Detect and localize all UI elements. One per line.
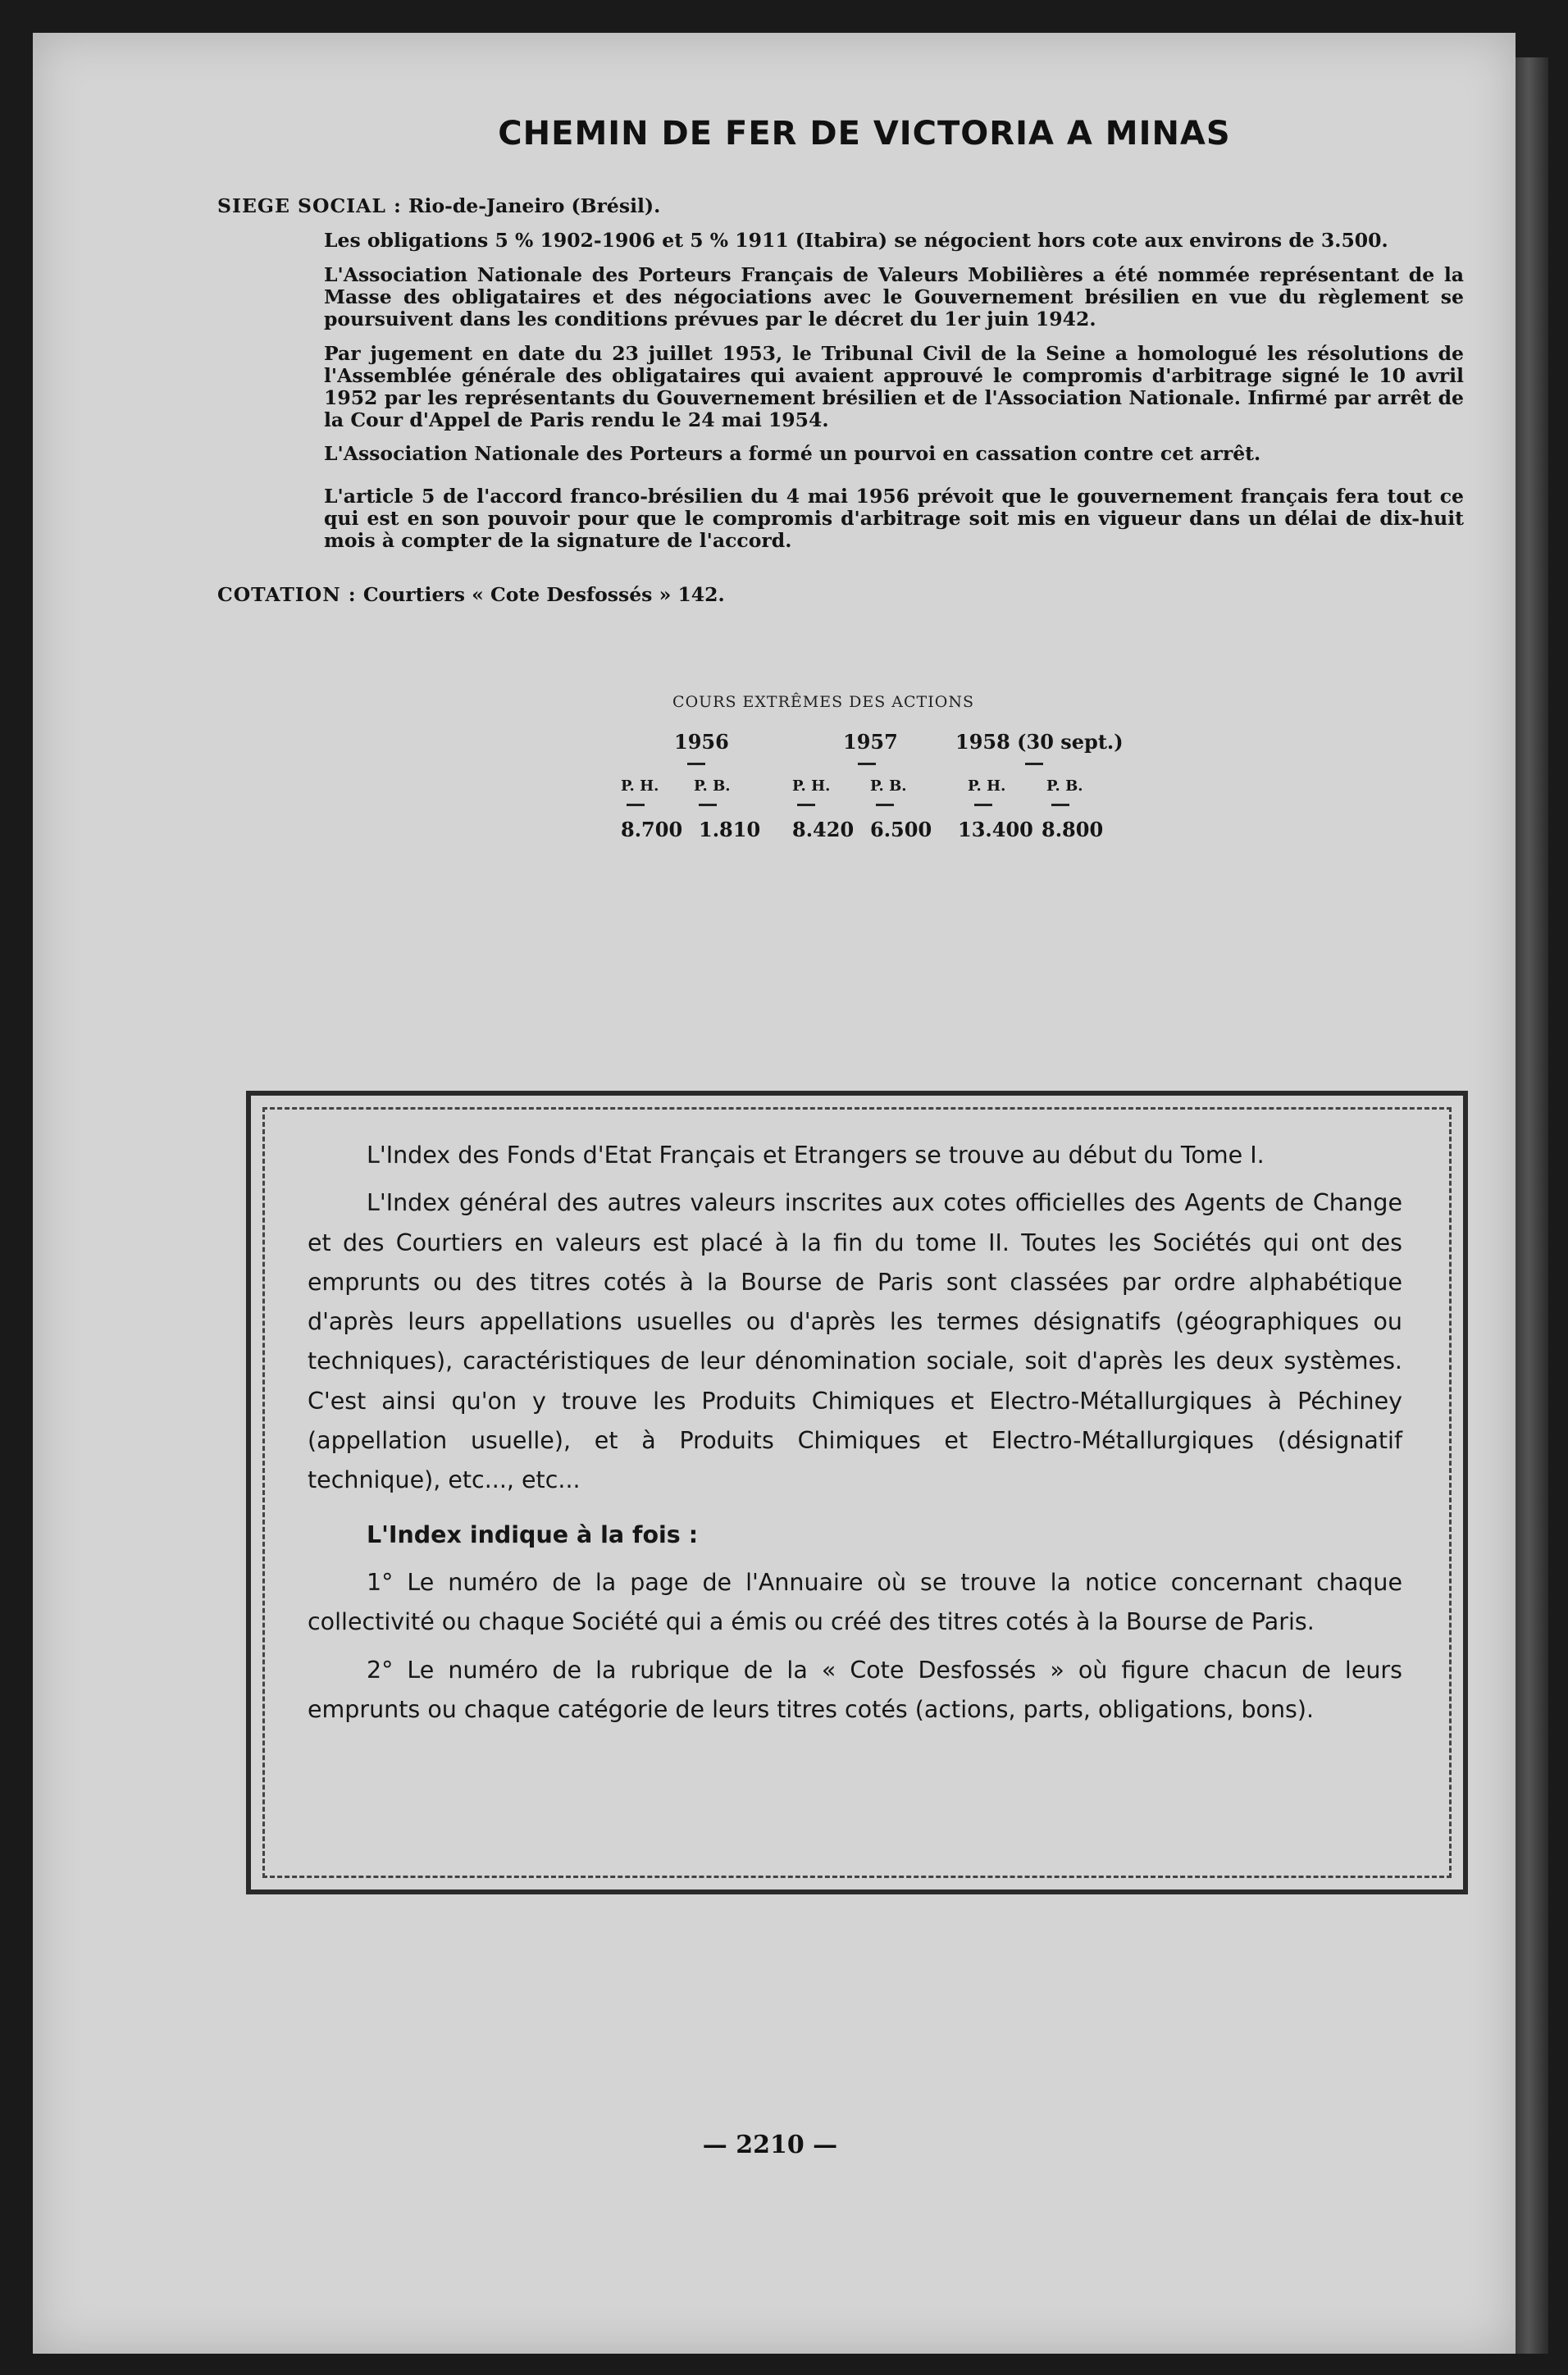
header-pb: P. B. (870, 777, 907, 795)
paragraph-2: L'Association Nationale des Porteurs Français de Valeurs Mobilières a été nommée représentant de la Masse des obligataires et des négociations avec le Gouvernement brésilien en vue du règlement se poursuivent dans les conditions prévues par le décret du 1er juin 1942. (324, 263, 1464, 330)
dash (858, 763, 876, 765)
index-notice-p2 (308, 1183, 1402, 1500)
index-notice-p2-text: L'Index général des autres valeurs inscrites aux cotes officielles des Agents de Change et des Courtiers en valeurs est placé à la fin du tome II. Toutes les Sociétés qui ont des emprunts ou des titres cotés à la Bourse de Paris sont classées par ordre alphabétique d'après leurs appellations usuelles ou d'après les termes désignatifs (géographiques ou techniques), caractéristiques de leur dénomination sociale, soit d'après les deux systèmes. C'est ainsi qu'on y trouve les Produits Chimiques et Electro-Métallurgiques à Péchiney (appellation usuelle), et à Produits Chimiques et Electro-Métallurgiques (désignatif technique), etc..., etc... (308, 1189, 1402, 1494)
header-pb: P. B. (694, 777, 731, 795)
year-1958: 1958 (30 sept.) (955, 730, 1124, 754)
year-1957: 1957 (843, 730, 898, 754)
index-notice-p1 (308, 1136, 1402, 1175)
dash (797, 804, 815, 806)
siege-value: Rio-de-Janeiro (Brésil). (408, 194, 661, 217)
index-notice-p5: 2° Le numéro de la rubrique de la « Cote Desfossés » où figure chacun de leurs emprunts ou chaque catégorie de leurs titres cotés (actions, parts, obligations, bons). (308, 1656, 1402, 1723)
siege-label: SIEGE SOCIAL : (217, 194, 402, 217)
header-pb: P. B. (1046, 777, 1083, 795)
index-notice-p1-text: L'Index des Fonds d'Etat Français et Etrangers se trouve au début du Tome I. (367, 1142, 1265, 1169)
paragraph-5: L'article 5 de l'accord franco-brésilien du 4 mai 1956 prévoit que le gouvernement français fera tout ce qui est en son pouvoir pour que le compromis d'arbitrage soit mis en vigueur dans un délai de dix-huit mois à compter de la signature de l'accord. (324, 485, 1464, 552)
header-ph: P. H. (792, 777, 831, 795)
dash (627, 804, 645, 806)
header-ph: P. H. (968, 777, 1006, 795)
dash (699, 804, 717, 806)
paragraph-3: Par jugement en date du 23 juillet 1953, le Tribunal Civil de la Seine a homologué les résolutions de l'Assemblée générale des obligataires qui avaient approuvé le compromis d'arbitrage signé le 10 avril 1952 par les représentants du Gouvernement brésilien et de l'Association Nationale. Infirmé par arrêt de la Cour d'Appel de Paris rendu le 24 mai 1954. (324, 342, 1464, 431)
value-1956-pb: 1.810 (699, 818, 761, 841)
cotation-line (217, 584, 1464, 606)
paragraph-1: Les obligations 5 % 1902-1906 et 5 % 1911 (Itabira) se négocient hors cote aux environs de 3.500. (324, 229, 1388, 252)
dash (687, 763, 705, 765)
dash (974, 804, 992, 806)
value-1957-pb: 6.500 (870, 818, 932, 841)
value-1956-ph: 8.700 (621, 818, 683, 841)
value-1957-ph: 8.420 (792, 818, 855, 841)
page-title: CHEMIN DE FER DE VICTORIA A MINAS (498, 115, 1231, 153)
value-1958-pb: 8.800 (1042, 818, 1104, 841)
page-edge (1516, 57, 1548, 2354)
siege-line (217, 195, 1464, 217)
year-1956: 1956 (674, 730, 729, 754)
header-ph: P. H. (621, 777, 659, 795)
cotation-label: COTATION : (217, 583, 357, 606)
dash (876, 804, 894, 806)
cotation-value: Courtiers « Cote Desfossés » 142. (362, 583, 725, 606)
page-number: — 2210 — (702, 2131, 838, 2159)
index-notice-p4: 1° Le numéro de la page de l'Annuaire où se trouve la notice concernant chaque collectivité ou chaque Société qui a émis ou créé des titres cotés à la Bourse de Paris. (308, 1568, 1402, 1636)
dash (1025, 763, 1043, 765)
cours-heading: COURS EXTRÊMES DES ACTIONS (672, 693, 974, 711)
index-notice-p3: L'Index indique à la fois : (367, 1520, 699, 1548)
paragraph-4: L'Association Nationale des Porteurs a formé un pourvoi en cassation contre cet arrêt. (324, 442, 1261, 465)
value-1958-ph: 13.400 (958, 818, 1033, 841)
dash (1051, 804, 1069, 806)
index-notice-text (308, 1136, 1402, 1730)
